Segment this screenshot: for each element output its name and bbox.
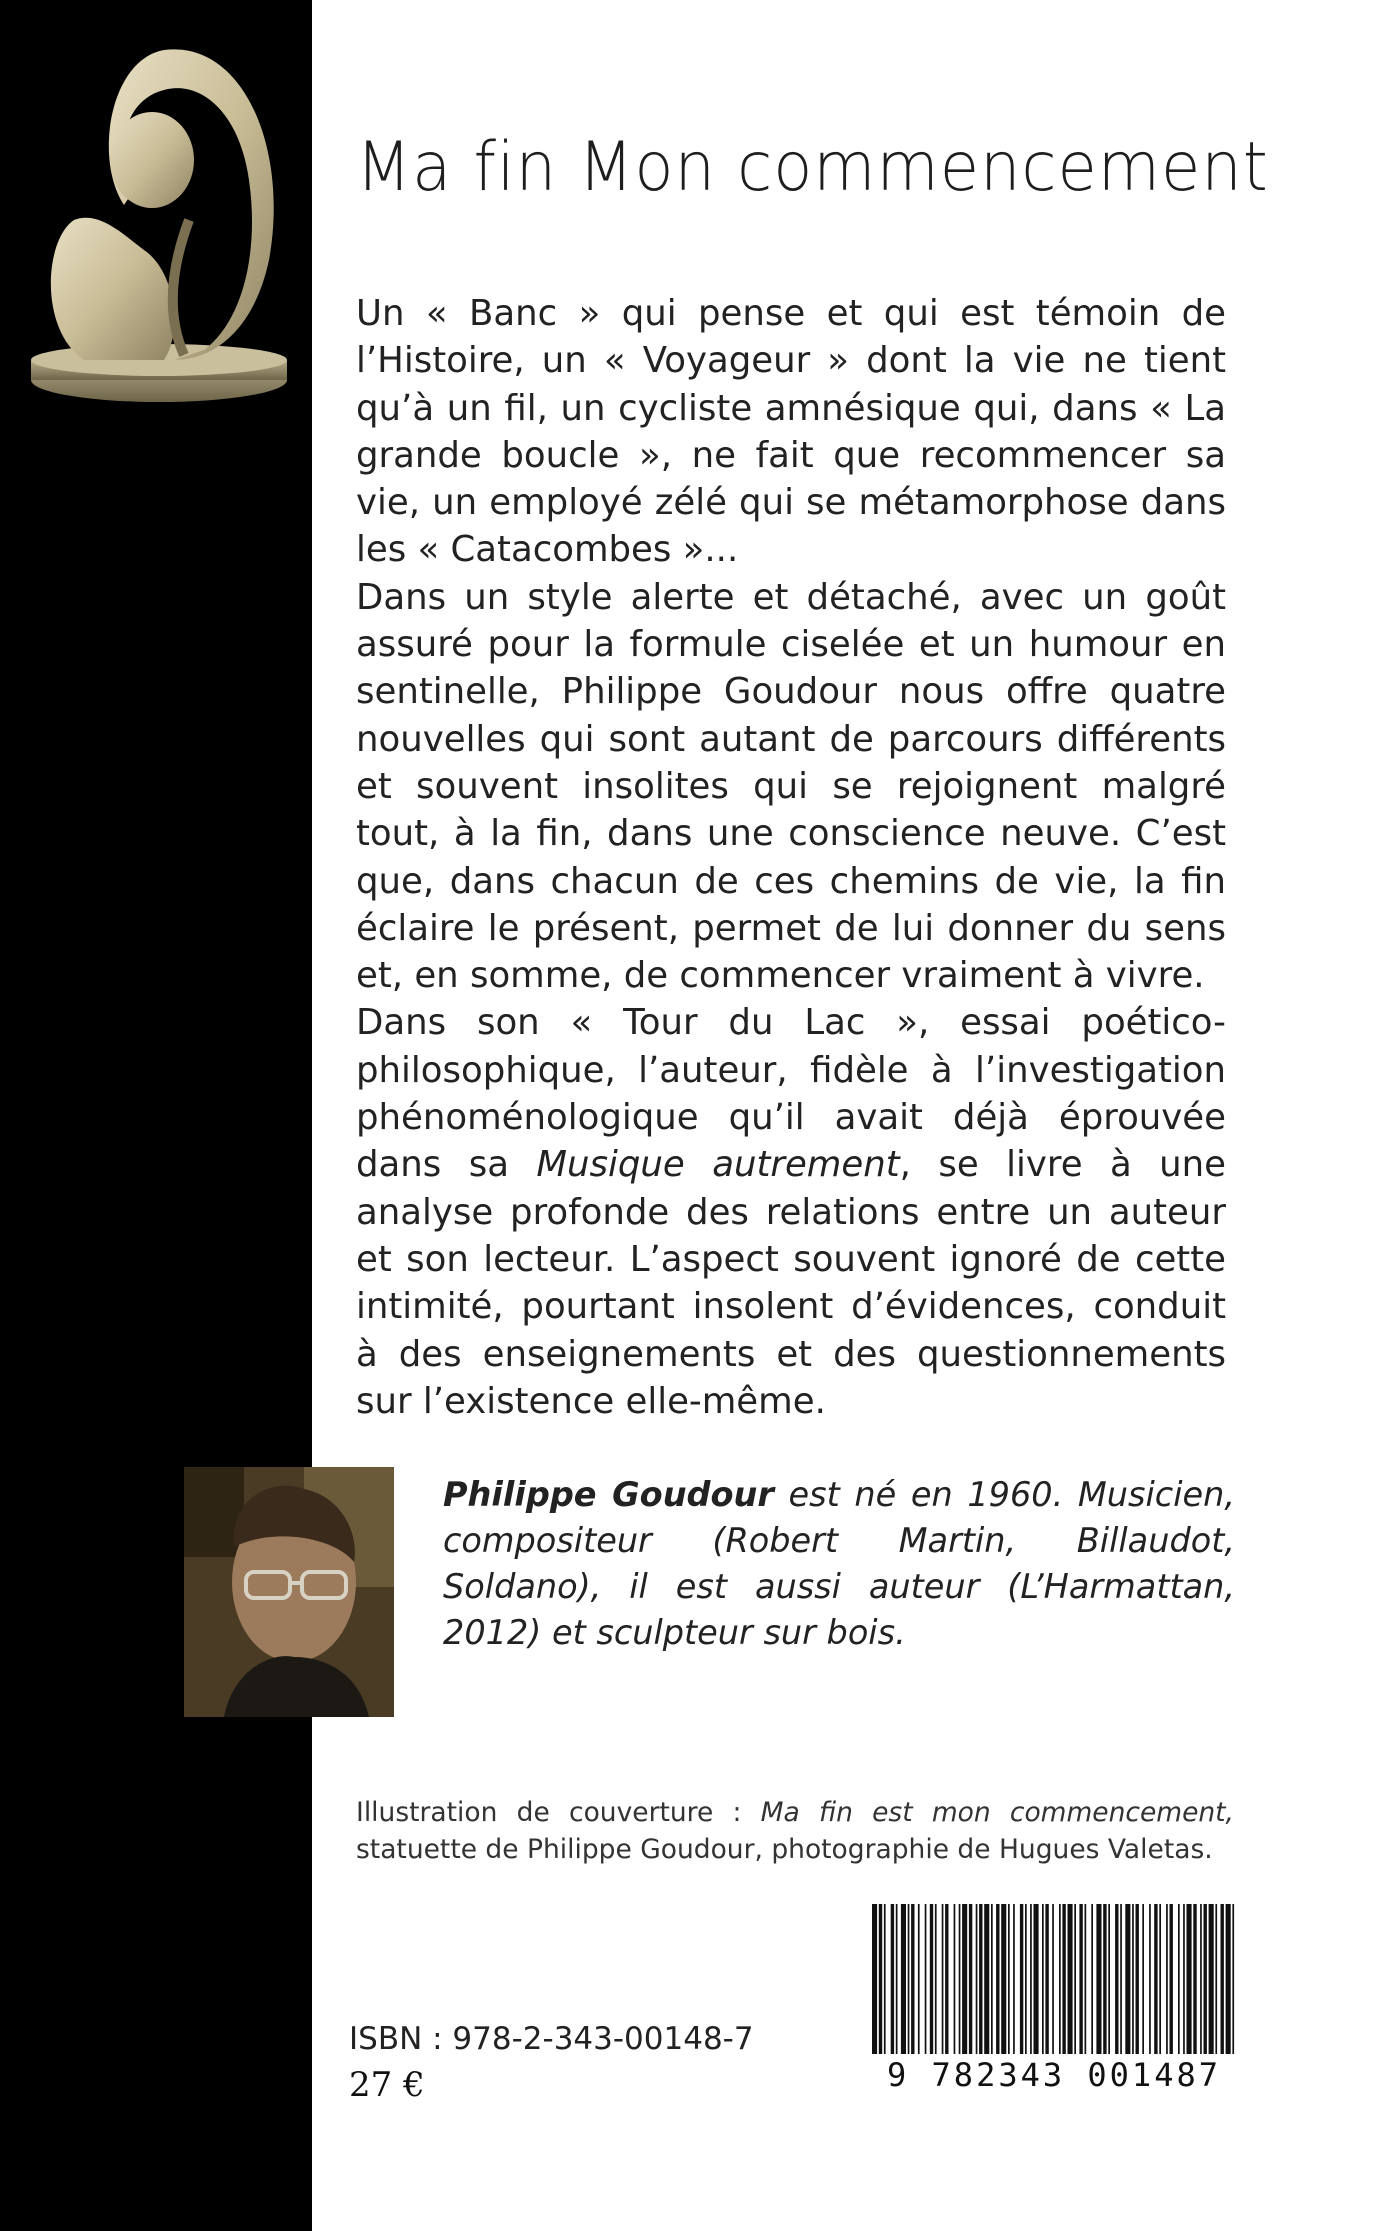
barcode-bar [879, 1904, 882, 2054]
barcode-bar [1013, 1904, 1015, 2054]
barcode [870, 1904, 1238, 2094]
barcode-bar [1209, 1904, 1214, 2054]
barcode-bar [942, 1904, 944, 2054]
barcode-bar [1215, 1904, 1217, 2054]
isbn: ISBN : 978-2-343-00148-7 [349, 2021, 754, 2057]
barcode-bar [935, 1904, 937, 2054]
barcode-bar [1025, 1904, 1027, 2054]
blurb-p3-end: , se livre à une analyse profonde des relations entre un auteur et son lecteur. L’aspect souvent ignoré de cette intimité, pourtant insolent d’évidences, conduit à des enseignements et des questionnements sur l’existence elle-même. [356, 1144, 1226, 1422]
barcode-bar [1204, 1904, 1207, 2054]
barcode-bar [901, 1904, 906, 2054]
barcode-bar [1232, 1904, 1234, 2054]
barcode-bar [1154, 1904, 1157, 2054]
barcode-bar [1149, 1904, 1151, 2054]
book-title: Ma fin Mon commencement [356, 128, 1269, 207]
barcode-bar [1125, 1904, 1130, 2054]
barcode-bar [1103, 1904, 1106, 2054]
barcode-bar [1091, 1904, 1093, 2054]
barcode-bar [1178, 1904, 1180, 2054]
blurb-p3-start: Dans son « Tour du Lac », essai poético-philosophique, l’auteur, fidèle à l’investigation phénoménologique qu’il avait déjà éprouvée dans sa [356, 1002, 1226, 1186]
barcode-bar [984, 1904, 989, 2054]
barcode-bar [1085, 1904, 1087, 2054]
barcode-bar [896, 1904, 898, 2054]
barcode-bar [1132, 1904, 1134, 2054]
barcode-bar [1052, 1904, 1054, 2054]
barcode-bars [872, 1904, 1234, 2054]
blurb-paragraph-3 [356, 999, 1226, 1425]
barcode-bar [1159, 1904, 1161, 2054]
barcode-bar [1200, 1904, 1202, 2054]
author-bio [443, 1472, 1235, 1656]
barcode-bar [1079, 1904, 1082, 2054]
author-photo [184, 1467, 394, 1717]
barcode-bar [891, 1904, 894, 2054]
barcode-bar [1042, 1904, 1044, 2054]
barcode-bar [969, 1904, 972, 2054]
barcode-bar [1034, 1904, 1039, 2054]
cover-illustration-credit [356, 1794, 1234, 1868]
barcode-bar [1008, 1904, 1010, 2054]
barcode-bar [1062, 1904, 1065, 2054]
barcode-bar [911, 1904, 914, 2054]
barcode-bar [1193, 1904, 1196, 2054]
barcode-bar [1068, 1904, 1073, 2054]
barcode-bar [1074, 1904, 1076, 2054]
barcode-bar [1059, 1904, 1061, 2054]
barcode-bar [959, 1904, 961, 2054]
barcode-bar [1183, 1904, 1185, 2054]
barcode-bar [1030, 1904, 1032, 2054]
price: 27 € [349, 2065, 425, 2105]
credit-rest: statuette de Philippe Goudour, photographie de Hugues Valetas. [356, 1834, 1213, 1865]
barcode-bar [979, 1904, 982, 2054]
barcode-bar [976, 1904, 978, 2054]
barcode-bar [1142, 1904, 1144, 2054]
author-bio-text: est né en 1960. Musicien, compositeur (Robert Martin, Billaudot, Soldano), il est aussi auteur (L’Harmattan, 2012) et sculpteur sur bois. [443, 1475, 1236, 1652]
barcode-bar [1120, 1904, 1122, 2054]
barcode-bar [1108, 1904, 1110, 2054]
credit-work-title: Ma fin est mon commencement, [760, 1797, 1234, 1828]
credit-prefix: Illustration de couverture : [356, 1797, 761, 1828]
barcode-bar [1045, 1904, 1048, 2054]
blurb-paragraph-2: Dans un style alerte et détaché, avec un goût assuré pour la formule ciselée et un humour en sentinelle, Philippe Goudour nous offre quatre nouvelles qui sont autant de parcours différents et souvent insolites qui se rejoignent malgré tout, à la fin, dans une conscience neuve. C’est que, dans chacun de ces chemins de vie, la fin éclaire le présent, permet de lui donner du sens et, en somme, de commencer vraiment à vivre. [356, 576, 1226, 997]
barcode-bar [945, 1904, 948, 2054]
barcode-bar [918, 1904, 920, 2054]
barcode-bar [1096, 1904, 1101, 2054]
barcode-digits: 9 782343 001487 [887, 2056, 1221, 2094]
barcode-bar [962, 1904, 967, 2054]
back-cover-blurb [356, 290, 1226, 1425]
barcode-bar [872, 1904, 877, 2054]
barcode-bar [925, 1904, 927, 2054]
barcode-bar [1221, 1904, 1224, 2054]
barcode-bar [1187, 1904, 1192, 2054]
barcode-bar [1001, 1904, 1006, 2054]
barcode-bar [1226, 1904, 1231, 2054]
barcode-bar [996, 1904, 999, 2054]
barcode-bar [884, 1904, 886, 2054]
barcode-bar [1170, 1904, 1173, 2054]
blurb-paragraph-1: Un « Banc » qui pense et qui est témoin de l’Histoire, un « Voyageur » dont la vie ne tient qu’à un fil, un cycliste amnésique qui, dans « La grande boucle », ne fait que recommencer sa vie, un employé zélé qui se métamorphose dans les « Catacombes »... [356, 293, 1226, 571]
barcode-bar [1020, 1904, 1023, 2054]
barcode-bar [1166, 1904, 1168, 2054]
sculpture-photo [14, 30, 304, 410]
barcode-bar [954, 1904, 956, 2054]
author-name: Philippe Goudour [443, 1475, 774, 1514]
barcode-bar [930, 1904, 933, 2054]
barcode-bar [1115, 1904, 1118, 2054]
blurb-p3-work-title: Musique autrement [536, 1144, 900, 1186]
barcode-bar [1136, 1904, 1139, 2054]
barcode-bar [908, 1904, 910, 2054]
barcode-bar [991, 1904, 993, 2054]
